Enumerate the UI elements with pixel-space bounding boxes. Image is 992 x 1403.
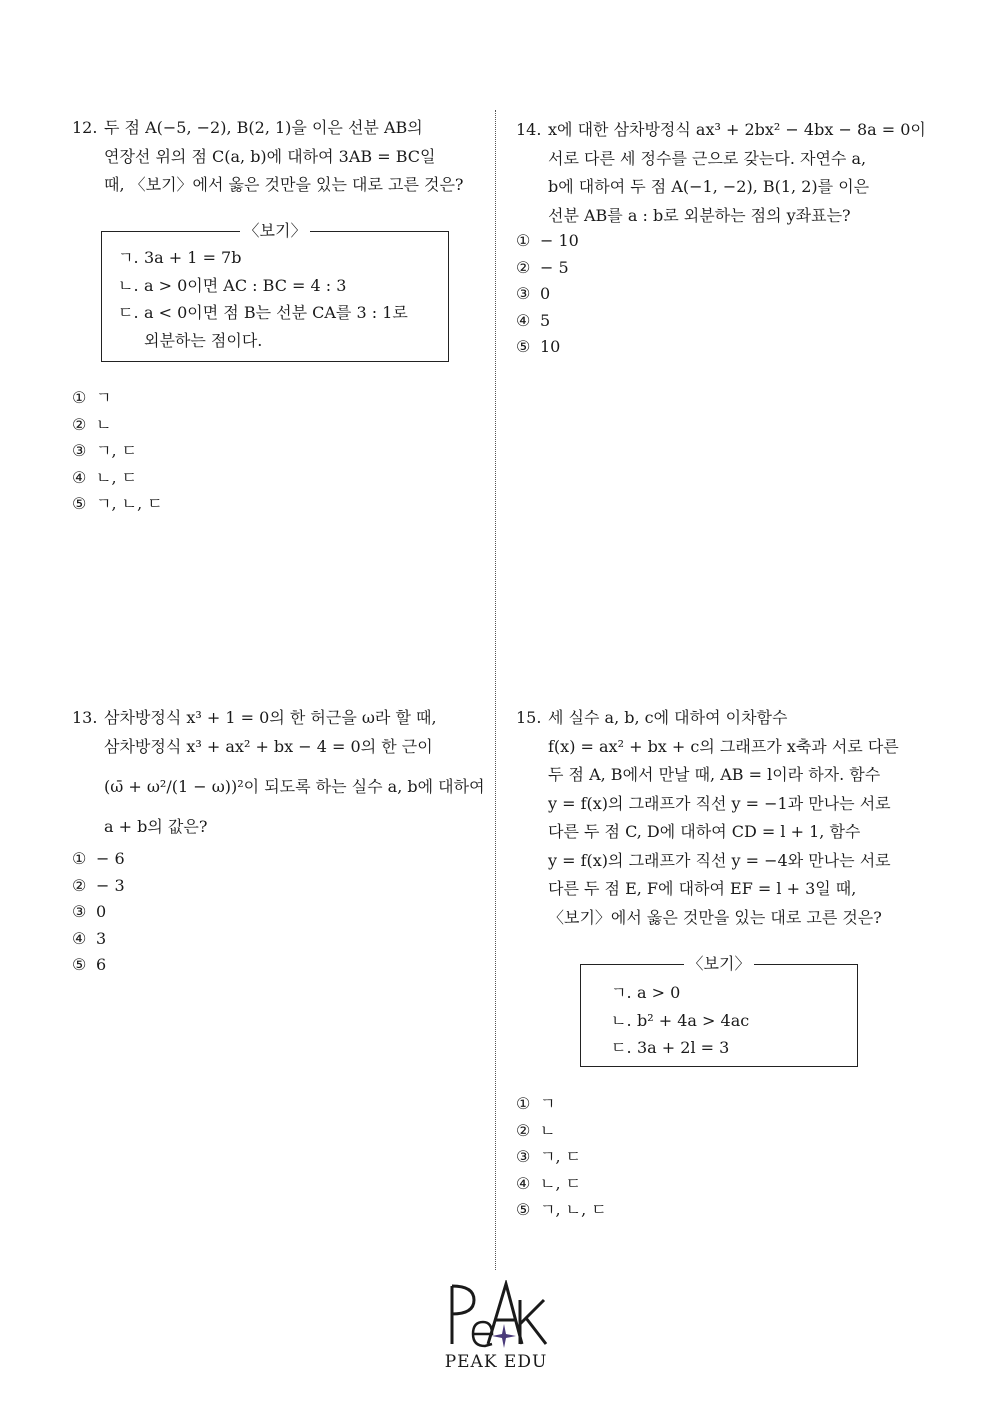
question-text-line: 선분 AB를 a : b로 외분하는 점의 y좌표는?	[548, 205, 851, 225]
question-text-line: 〈보기〉에서 옳은 것만을 있는 대로 고른 것은?	[548, 907, 882, 927]
choice-option[interactable]: ⑤ ㄱ, ㄴ, ㄷ	[516, 1200, 607, 1220]
choices-15	[516, 1091, 716, 1224]
choices-12	[72, 385, 272, 518]
choices-13	[72, 846, 272, 979]
question-text-line: f(x) = ax² + bx + c의 그래프가 x축과 서로 다른	[548, 736, 899, 756]
choice-option[interactable]: ① − 6	[72, 849, 125, 868]
column-divider	[495, 110, 496, 1270]
choice-option[interactable]: ③ ㄱ, ㄷ	[72, 441, 138, 461]
question-text-line: 두 점 A(−5, −2), B(2, 1)을 이은 선분 AB의	[104, 118, 423, 137]
question-text-line: x에 대한 삼차방정식 ax³ + 2bx² − 4bx − 8a = 0이	[548, 120, 926, 139]
peak-edu-wordmark: PEAK EDU	[444, 1352, 548, 1372]
question-text-line: 두 점 A, B에서 만날 때, AB = l이라 하자. 함수	[548, 765, 881, 784]
question-text-line: 다른 두 점 E, F에 대하여 EF = l + 3일 때,	[548, 879, 857, 898]
question-number: 14.	[516, 120, 542, 139]
question-14	[516, 116, 926, 230]
choice-option[interactable]: ① ㄱ	[516, 1094, 556, 1113]
choice-option[interactable]: ⑤ 6	[72, 955, 107, 975]
bogi-title: 〈보기〉	[240, 221, 311, 240]
question-text-line: 다른 두 점 C, D에 대하여 CD = l + 1, 함수	[548, 822, 861, 841]
bogi-title: 〈보기〉	[684, 954, 755, 973]
question-text-line: b에 대하여 두 점 A(−1, −2), B(1, 2)를 이은	[548, 177, 870, 196]
choice-option[interactable]: ⑤ ㄱ, ㄴ, ㄷ	[72, 494, 163, 514]
question-text-line: 삼차방정식 x³ + ax² + bx − 4 = 0의 한 근이	[104, 736, 433, 756]
question-text-line: 때, 〈보기〉에서 옳은 것만을 있는 대로 고른 것은?	[104, 175, 464, 194]
question-text-line: y = f(x)의 그래프가 직선 y = −4와 만나는 서로	[548, 850, 891, 870]
question-text-line: (ω̄ + ω²/(1 − ω))²이 되도록 하는 실수 a, b에 대하여	[104, 777, 485, 796]
bogi-box	[580, 954, 858, 1067]
choice-option[interactable]: ① − 10	[516, 231, 579, 250]
question-text-line: 세 실수 a, b, c에 대하여 이차함수	[548, 708, 788, 727]
choice-option[interactable]: ⑤ 10	[516, 337, 561, 357]
question-text-line: 서로 다른 세 정수를 근으로 갖는다. 자연수 a,	[548, 148, 867, 168]
bogi-item: ㄷ. 3a + 2l = 3	[611, 1038, 730, 1057]
question-12	[72, 114, 482, 200]
question-text-line: a + b의 값은?	[104, 817, 208, 836]
bogi-item: ㄴ. b² + 4a > 4ac	[611, 1010, 750, 1030]
choices-14	[516, 228, 716, 361]
question-13	[72, 704, 485, 842]
choice-option[interactable]: ④ 3	[72, 928, 107, 948]
choice-option[interactable]: ① ㄱ	[72, 388, 112, 407]
question-15	[516, 704, 926, 932]
question-number: 15.	[516, 708, 542, 727]
bogi-item: ㄴ. a > 0이면 AC : BC = 4 : 3	[118, 275, 347, 295]
choice-option[interactable]: ② − 3	[72, 875, 125, 895]
choice-option[interactable]: ④ ㄴ, ㄷ	[516, 1173, 582, 1193]
bogi-item: ㄱ. a > 0	[611, 983, 681, 1002]
question-text-line: 삼차방정식 x³ + 1 = 0의 한 허근을 ω라 할 때,	[104, 708, 437, 727]
question-text-line: 연장선 위의 점 C(a, b)에 대하여 3AB = BC일	[104, 146, 436, 166]
bogi-item: ㄷ. a < 0이면 점 B는 선분 CA를 3 : 1로	[118, 303, 408, 322]
question-number: 13.	[72, 708, 98, 727]
choice-option[interactable]: ③ 0	[72, 902, 107, 922]
question-number: 12.	[72, 118, 98, 137]
choice-option[interactable]: ③ ㄱ, ㄷ	[516, 1147, 582, 1167]
bogi-item: 외분하는 점이다.	[144, 330, 263, 350]
choice-option[interactable]: ② − 5	[516, 257, 569, 277]
question-text-line: y = f(x)의 그래프가 직선 y = −1과 만나는 서로	[548, 793, 891, 813]
choice-option[interactable]: ④ ㄴ, ㄷ	[72, 467, 138, 487]
choice-option[interactable]: ④ 5	[516, 310, 551, 330]
choice-option[interactable]: ③ 0	[516, 284, 551, 304]
choice-option[interactable]: ② ㄴ	[516, 1120, 556, 1140]
bogi-box	[101, 221, 449, 362]
bogi-item: ㄱ. 3a + 1 = 7b	[118, 248, 242, 267]
choice-option[interactable]: ② ㄴ	[72, 414, 112, 434]
